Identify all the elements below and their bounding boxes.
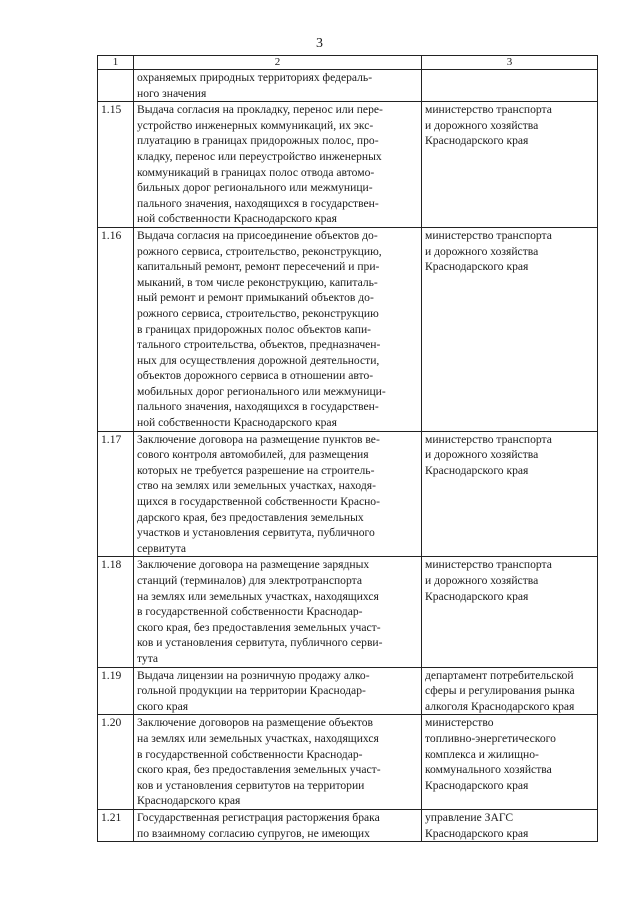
row-number: 1.19 — [98, 667, 134, 715]
service-description: Заключение договоров на размещение объектов на землях или земельных участках, находящихся в государственной собственности Краснодар- ского края, без предоставления земельных участ- ков и установления сервитутов на территории Краснодарского края — [134, 715, 422, 810]
service-description: Государственная регистрация расторжения брака по взаимному согласию супругов, не имеющих — [134, 809, 422, 841]
row-number: 1.15 — [98, 102, 134, 228]
row-number — [98, 70, 134, 102]
responsible-authority: департамент потребительской сферы и регулирования рынка алкоголя Краснодарского края — [422, 667, 598, 715]
table-row — [98, 102, 598, 228]
service-description: Выдача согласия на присоединение объектов до- рожного сервиса, строительство, реконструкцию, капитальный ремонт, ремонт пересечений и при- мыканий, в том числе реконструкцию, капиталь- ный ремонт и ремонт примыканий объектов до- рожного сервиса, строительство, реконструкцию в границах придорожных полос объектов капи- тального строительства, объектов, предназначен- ных для осуществления дорожной деятельности, объектов дорожного сервиса в отношении авто- мобильных дорог регионального или межмуници- пального значения, находящихся в государствен- ной собственности Краснодарского края — [134, 227, 422, 431]
services-table — [97, 55, 598, 842]
column-header-service: 2 — [134, 56, 422, 70]
service-description: Выдача лицензии на розничную продажу алко- гольной продукции на территории Краснодар- ского края — [134, 667, 422, 715]
table-row — [98, 667, 598, 715]
row-number: 1.17 — [98, 431, 134, 557]
responsible-authority: министерство топливно-энергетического комплекса и жилищно- коммунального хозяйства Краснодарского края — [422, 715, 598, 810]
responsible-authority: министерство транспорта и дорожного хозяйства Краснодарского края — [422, 227, 598, 431]
table-row — [98, 227, 598, 431]
column-header-number: 1 — [98, 56, 134, 70]
column-header-authority: 3 — [422, 56, 598, 70]
table-row — [98, 431, 598, 557]
service-description: Выдача согласия на прокладку, перенос или пере- устройство инженерных коммуникаций, их экс- плуатацию в границах придорожных полос, про- кладку, перенос или переустройство инженерных коммуникаций в границах полос отвода автомо- бильных дорог регионального или межмуници- пального значения, находящихся в государствен- ной собственности Краснодарского края — [134, 102, 422, 228]
responsible-authority — [422, 70, 598, 102]
table-row — [98, 715, 598, 810]
page-number: 3 — [316, 36, 323, 51]
table-row — [98, 70, 598, 102]
responsible-authority: управление ЗАГС Краснодарского края — [422, 809, 598, 841]
service-description: Заключение договора на размещение зарядных станций (терминалов) для электротранспорта на землях или земельных участках, находящихся в государственной собственности Краснодар- ского края, без предоставления земельных участ- ков и установления сервитута, публичного серви- тута — [134, 557, 422, 667]
responsible-authority: министерство транспорта и дорожного хозяйства Краснодарского края — [422, 431, 598, 557]
service-description: Заключение договора на размещение пунктов ве- сового контроля автомобилей, для размещения которых не требуется разрешение на строитель- ство на землях или земельных участках, находя- щихся в государственной собственности Красно- дарского края, без предоставления земельных участков и установления сервитута, публичного сервитута — [134, 431, 422, 557]
row-number: 1.21 — [98, 809, 134, 841]
responsible-authority: министерство транспорта и дорожного хозяйства Краснодарского края — [422, 102, 598, 228]
row-number: 1.16 — [98, 227, 134, 431]
table-row — [98, 557, 598, 667]
table-row — [98, 809, 598, 841]
service-description: охраняемых природных территориях федераль- ного значения — [134, 70, 422, 102]
responsible-authority: министерство транспорта и дорожного хозяйства Краснодарского края — [422, 557, 598, 667]
row-number: 1.18 — [98, 557, 134, 667]
table-header-row — [98, 56, 598, 70]
row-number: 1.20 — [98, 715, 134, 810]
